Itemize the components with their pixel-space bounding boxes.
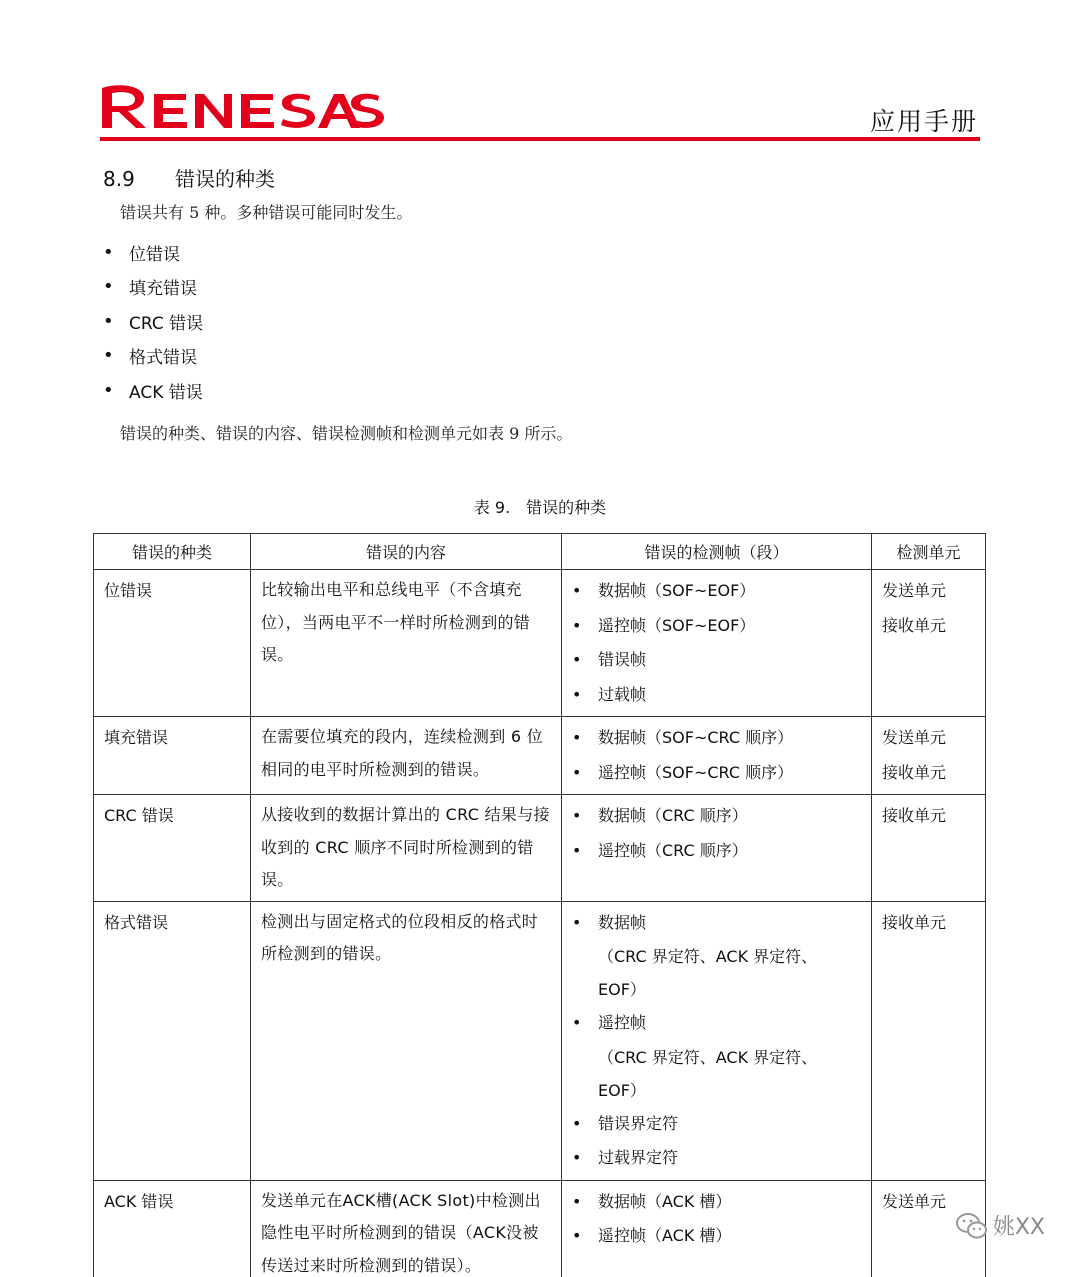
cell-error-type: 填充错误 [94,717,251,795]
wechat-icon [955,1211,989,1241]
header-detection-unit: 检测单元 [872,534,986,570]
summary-text: 错误的种类、错误的内容、错误检测帧和检测单元如表 9 所示。 [120,424,573,443]
renesas-logo-mark [100,84,385,130]
frame-label: 过载帧 [598,684,647,704]
bullet-icon: • [572,581,582,600]
bullet-icon: • [572,806,582,825]
cell-detection-frames [562,717,872,795]
frame-label: 遥控帧（SOF~CRC 顺序） [598,762,794,782]
frame-item [572,643,863,678]
error-types-table [93,533,986,1277]
bullet-icon: • [572,840,582,860]
header-error-type: 错误的种类 [94,534,251,570]
frame-note-line: （CRC 界定符、ACK 界定符、 [598,947,818,966]
bullet-icon: • [103,276,114,298]
document-type: 应用手册 [869,107,978,136]
cell-error-content: 从接收到的数据计算出的 CRC 结果与接收到的 CRC 顺序不同时所检测到的错误。 [251,795,562,902]
frame-item [572,1141,863,1176]
frame-label: 遥控帧（CRC 顺序） [598,840,748,860]
bullet-icon: • [103,241,114,263]
cell-error-type: ACK 错误 [94,1180,251,1277]
cell-detection-frames [562,1180,872,1277]
frame-item [572,1006,863,1041]
cell-error-content: 比较输出电平和总线电平（不含填充位），当两电平不一样时所检测到的错误。 [251,570,562,717]
table-caption [0,495,1080,518]
cell-error-type: 位错误 [94,570,251,717]
cell-error-content: 发送单元在ACK槽(ACK Slot)中检测出隐性电平时所检测到的错误（ACK没被传送过来时所检测到的错误）。 [251,1180,562,1277]
cell-detection-frames [562,570,872,717]
detection-unit: 发送单元 [882,728,947,747]
intro-text: 错误共有 5 种。多种错误可能同时发生。 [120,203,413,222]
bullet-icon: • [572,650,582,669]
frame-label: 数据帧 [598,912,647,932]
detection-unit: 发送单元 [882,1191,947,1211]
bullet-icon: • [572,684,582,704]
cell-detection-frames [562,901,872,1180]
bullet-icon: • [572,762,582,782]
frame-item [572,834,863,869]
list-item: • 格式错误 [103,345,197,369]
frame-item [572,799,863,834]
list-item: • 填充错误 [103,276,197,300]
frame-note [572,940,863,1006]
watermark [955,1210,1045,1241]
bullet-icon: • [572,1113,582,1133]
frame-label: 错误帧 [598,650,647,669]
caption-title: 错误的种类 [526,498,607,517]
frame-label: 数据帧（CRC 顺序） [598,806,748,825]
frame-label: 遥控帧（SOF~EOF） [598,615,756,635]
bullet-icon: • [572,1226,582,1245]
frame-label: 过载界定符 [598,1148,679,1167]
bullet-icon: • [103,379,114,401]
list-item: • ACK 错误 [103,379,203,403]
header-error-content: 错误的内容 [251,534,562,570]
cell-detection-units [872,570,986,717]
frame-item [572,756,863,791]
frame-note-line: EOF） [598,1080,646,1100]
list-item: • CRC 错误 [103,310,204,334]
frame-item [572,1185,863,1220]
table-body [94,570,986,1277]
cell-error-type: 格式错误 [94,901,251,1180]
frame-label: 遥控帧（ACK 槽） [598,1226,732,1245]
table-row [94,1180,986,1277]
detection-unit: 接收单元 [882,615,947,635]
detection-unit: 发送单元 [882,581,947,600]
bullet-icon: • [572,728,582,747]
cell-detection-units [872,901,986,1180]
bullet-icon: • [572,1148,582,1167]
section-title: 错误的种类 [175,167,275,191]
list-item: • 位错误 [103,241,180,265]
cell-detection-units [872,795,986,902]
cell-detection-units [872,717,986,795]
frame-item [572,906,863,941]
frame-note [572,1041,863,1107]
cell-error-content: 检测出与固定格式的位段相反的格式时所检测到的错误。 [251,901,562,1180]
bullet-icon: • [572,615,582,635]
frame-item [572,609,863,644]
error-type-list [103,235,203,408]
header-detection-frame: 错误的检测帧（段） [562,534,872,570]
renesas-logo [100,84,385,130]
table-header-row [94,534,986,570]
table-row [94,570,986,717]
frame-item [572,574,863,609]
section-number: 8.9 [103,167,135,191]
cell-error-type: CRC 错误 [94,795,251,902]
frame-note-line: EOF） [598,980,646,999]
frame-note-line: （CRC 界定符、ACK 界定符、 [598,1047,818,1067]
table-row [94,901,986,1180]
frame-item [572,678,863,713]
bullet-icon: • [103,310,114,332]
bullet-icon: • [103,345,114,367]
bullet-icon: • [572,912,582,932]
table-row [94,717,986,795]
detection-unit: 接收单元 [882,762,947,782]
frame-item [572,1107,863,1142]
frame-label: 错误界定符 [598,1113,679,1133]
frame-item [572,1219,863,1254]
header-rule [100,137,980,141]
detection-unit: 接收单元 [882,912,947,932]
bullet-icon: • [572,1191,582,1211]
frame-label: 数据帧（ACK 槽） [598,1191,732,1211]
detection-unit: 接收单元 [882,806,947,825]
frame-item [572,721,863,756]
watermark-text: 姚XX [992,1215,1045,1240]
section-heading [103,163,275,192]
frame-label: 遥控帧 [598,1013,647,1032]
caption-number: 表 9. [473,498,511,517]
frame-label: 数据帧（SOF~EOF） [598,581,756,600]
cell-detection-frames [562,795,872,902]
frame-label: 数据帧（SOF~CRC 顺序） [598,728,794,747]
table-row [94,795,986,902]
cell-error-content: 在需要位填充的段内，连续检测到 6 位相同的电平时所检测到的错误。 [251,717,562,795]
bullet-icon: • [572,1013,582,1032]
